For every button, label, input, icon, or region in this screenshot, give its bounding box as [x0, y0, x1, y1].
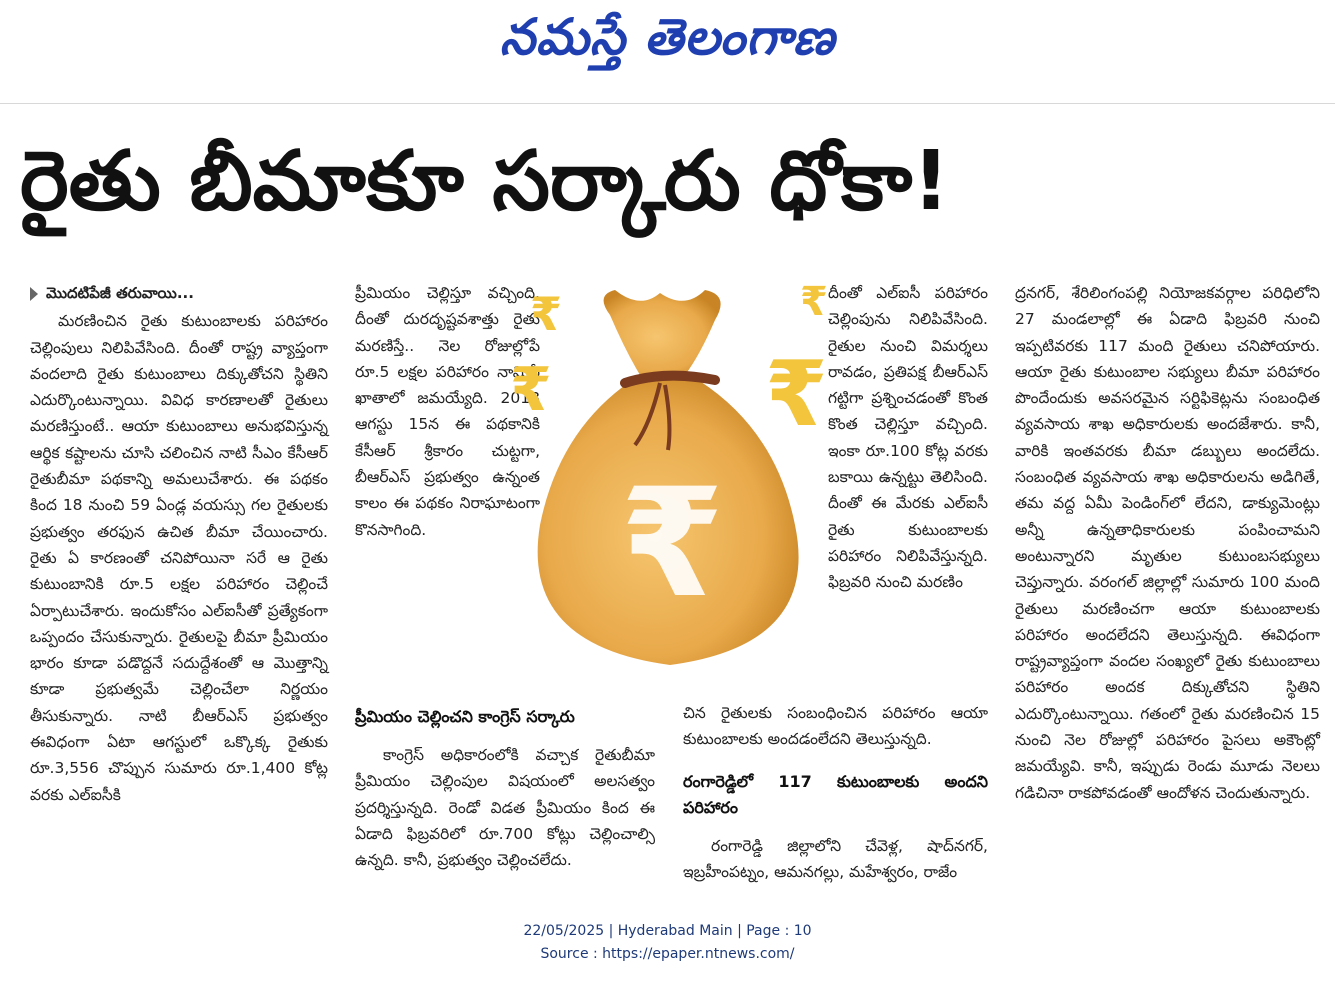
article-paragraph: ప్రీమియం చెల్లిస్తూ వచ్చింది. దీంతో దురదృష్టవశాత్తు రైతు మరణిస్తే.. నెల రోజుల్లోపే రూ.5 లక్షల పరిహారం నామినీ ఖాతాలో జమయ్యేది. 2018 ఆగస్టు 15న ఈ పథకానికి కేసీఆర్ శ్రీకారం చుట్టగా, బీఆర్ఎస్ ప్రభుత్వం ఉన్నంత కాలం ఈ పథకం నిరాఘాటంగా కొనసాగింది. — [355, 284, 540, 539]
article-paragraph: ద్రనగర్, శేరిలింగంపల్లి నియోజకవర్గాల పరిధిలోని 27 మండలాల్లో ఈ ఏడాది ఫిబ్రవరి నుంచి ఇప్పటివరకు 117 మంది రైతులు చనిపోయారు. ఆయా రైతు కుటుంబాల సభ్యులు బీమా పరిహారం పొందేందుకు అవసరమైన సర్టిఫికెట్లను సంబంధిత వ్యవసాయ శాఖ అధికారులకు అందజేశారు. కానీ, వారికి ఇంతవరకు బీమా డబ్బులు అందలేదు. సంబంధిత వ్యవసాయ శాఖ అధికారులను అడిగితే, తమ వద్ద ఏమీ పెండింగ్‌లో లేదని, డాక్యుమెంట్లు అన్నీ ఉన్నతాధికారులకు పంపించామని అంటున్నారని మృతుల కుటుంబసభ్యులు చెప్తున్నారు. వరంగల్ జిల్లాల్లో సుమారు 100 మంది రైతులు మరణించగా ఆయా కుటుంబాలకు పరిహారం అందలేదని తెలుస్తున్నది. ఈవిధంగా రాష్ట్రవ్యాప్తంగా వందల సంఖ్యలో రైతు కుటుంబాలు పరిహారం అందక దిక్కుతోచని స్థితిని ఎదుర్కొంటున్నాయి. గతంలో రైతు మరణించిన 15 నుంచి నెల రోజుల్లో పరిహారం పైసలు అకౌంట్లో జమయ్యేవి. కానీ, ఇప్పుడు రెండు మూడు నెలలు గడిచినా రాకపోవడంతో ఆందోళన చెందుతున్నారు. — [1015, 284, 1320, 802]
page-footer — [0, 920, 1335, 966]
article-paragraph: దీంతో ఎల్ఐసీ పరిహారం చెల్లింపును నిలిపివేసింది. రైతుల నుంచి విమర్శలు రావడం, ప్రతిపక్ష బీఆర్ఎస్ గట్టిగా ప్రశ్నించడంతో కొంత కొంత చెల్లిస్తూ వచ్చింది. ఇంకా రూ.100 కోట్ల వరకు బకాయి ఉన్నట్టు తెలిసింది. దీంతో ఈ మేరకు ఎల్ఐసీ రైతు కుటుంబాలకు పరిహారం నిలిపివేస్తున్నది. ఫిబ్రవరి నుంచి మరణిం — [828, 284, 988, 592]
source-link[interactable]: Source : https://epaper.ntnews.com/ — [540, 946, 795, 962]
rupee-coin-icon: ₹ — [765, 342, 828, 447]
rupee-symbol-icon: ₹ — [620, 457, 725, 631]
rupee-coin-icon: ₹ — [800, 279, 828, 325]
edition-info: 22/05/2025 | Hyderabad Main | Page : 10 — [523, 923, 812, 939]
kicker-text: మొదటిపేజీ తరువాయి... — [46, 284, 194, 302]
article-paragraph: చిన రైతులకు సంబంధించిన పరిహారం ఆయా కుటుంబాలకు అందడంలేదని తెలుస్తున్నది. — [683, 704, 988, 749]
money-bag-illustration — [500, 275, 830, 695]
bag-neck — [604, 290, 721, 375]
masthead — [0, 0, 1335, 100]
article-column-1 — [30, 280, 328, 890]
newspaper-logo: నమస్తే తెలంగాణ — [499, 8, 836, 66]
article-paragraph: కాంగ్రెస్ అధికారంలోకి వచ్చాక రైతుబీమా ప్రీమియం చెల్లింపుల విషయంలో అలసత్వం ప్రదర్శిస్తున్నది. రెండో విడత ప్రీమియం కింద ఈ ఏడాది ఫిబ్రవరిలో రూ.700 కోట్లు చెల్లించాల్సి ఉన్నది. కానీ, ప్రభుత్వం చెల్లించలేదు. — [355, 746, 655, 870]
article-headline: రైతు బీమాకూ సర్కారు ధోకా! — [20, 134, 950, 229]
article-paragraph: రంగారెడ్డి జిల్లాలోని చేవెళ్ల, షాద్‌నగర్, ఇబ్రహీంపట్నం, ఆమనగల్లు, మహేశ్వరం, రాజేం — [683, 836, 988, 881]
article-column-3 — [828, 280, 988, 690]
article-column-2-lower — [355, 688, 655, 873]
rupee-coin-icon: ₹ — [510, 355, 552, 425]
chevron-right-icon — [30, 287, 38, 301]
masthead-divider — [0, 103, 1335, 104]
section-subheading: రంగారెడ్డిలో 117 కుటుంబాలకు అందని పరిహారం — [683, 771, 988, 817]
article-column-3-lower — [683, 700, 988, 885]
section-subheading: ప్రీమియం చెల్లించని కాంగ్రెస్ సర్కారు — [355, 707, 575, 726]
article-paragraph: మరణించిన రైతు కుటుంబాలకు పరిహారం చెల్లింపులు నిలిపివేసింది. దీంతో రాష్ట్ర వ్యాప్తంగా వందలాది రైతు కుటుంబాలు దిక్కుతోచని స్థితిని ఎదుర్కొంటున్నాయి. వివిధ కారణాలతో రైతులు మరణిస్తుంటే.. ఆయా కుటుంబాలు అనుభవిస్తున్న ఆర్థిక కష్టాలను చూసి చలించిన నాటి సీఎం కేసీఆర్ రైతుబీమా పథకాన్ని అమలుచేశారు. ఈ పథకం కింద 18 నుంచి 59 ఏండ్ల వయస్సు గల రైతులకు ప్రభుత్వం తరఫున ఉచిత బీమా చేయించారు. రైతు ఏ కారణంతో చనిపోయినా సరే ఆ రైతు కుటుంబానికి రూ.5 లక్షల పరిహారం చెల్లించే ఏర్పాటుచేశారు. ఇందుకోసం ఎల్ఐసీతో ప్రత్యేకంగా ఒప్పందం చేసుకున్నారు. రైతులపై బీమా ప్రీమియం భారం కూడా పడొద్దనే సదుద్దేశంతో ఆ మొత్తాన్ని కూడా ప్రభుత్వమే చెల్లించేలా నిర్ణయం తీసుకున్నారు. నాటి బీఆర్ఎస్ ప్రభుత్వం ఈవిధంగా ఏటా ఆగస్టులో ఒక్కొక్క రైతుకు రూ.3,556 చొప్పున సుమారు రూ.1,400 కోట్ల వరకు ఎల్ఐసీకి — [30, 312, 328, 804]
rupee-coin-icon: ₹ — [530, 287, 563, 341]
continuation-kicker — [30, 280, 328, 306]
article-column-4 — [1015, 280, 1320, 890]
